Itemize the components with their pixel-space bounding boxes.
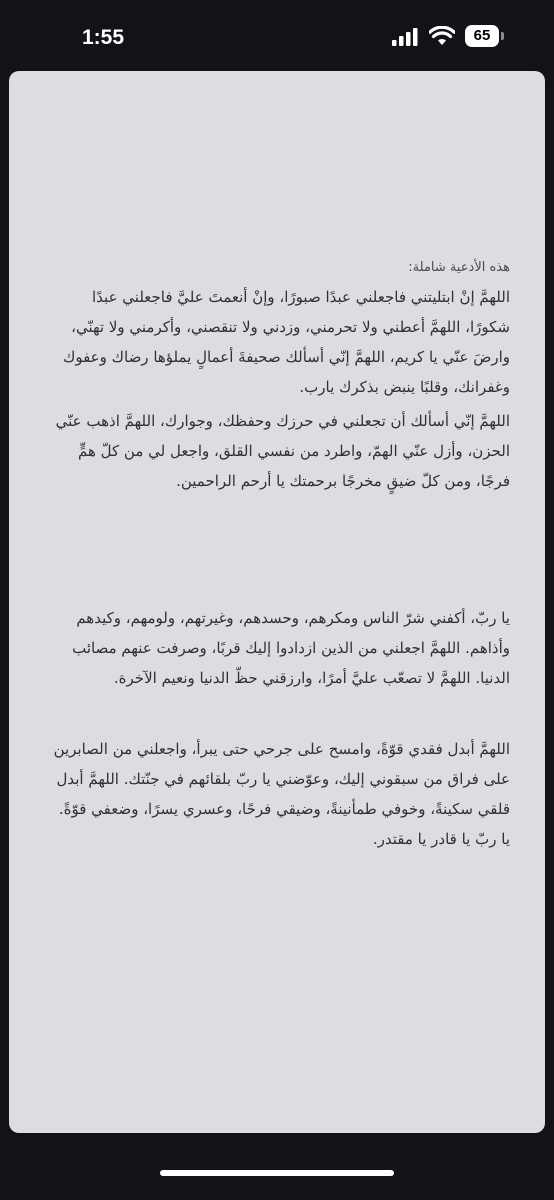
- battery-level: 65: [465, 25, 499, 47]
- prayer-paragraph-1: اللهمَّ إنْ ابتليتني فاجعلني عبدًا صبورًا، وإنْ أنعمتَ عليَّ فاجعلني عبدًا شكورًا، اللهمَّ أعطني ولا تحرمني، وزدني ولا تنقصني، وأكرمني ولا تهنّي، وارضَ عنّي يا كريم، اللهمَّ إنّي أسألك صحيفةَ أعمالٍ يملؤها رضاك وعفوك وغفرانك، وقلبًا ينبض بذكرك يارب.: [62, 288, 510, 396]
- document-card: [9, 71, 545, 1133]
- status-bar: [0, 0, 554, 72]
- prayer-paragraph-3: يا ربّ، أكفني شرّ الناس ومكرهم، وحسدهم، وغيرتهم، ولومهم، وكيدهم وأذاهم. اللهمَّ اجعلني من الذين ازدادوا إليك قربًا، وصرفت عنهم مصائب الدنيا. اللهمَّ لا تصعّب عليَّ أمرًا، وارزقني حظّ الدنيا ونعيم الآخرة.: [72, 609, 510, 687]
- prayer-paragraph-4: اللهمَّ أبدل فقدي قوّةً، وامسح على جرحي حتى يبرأ، واجعلني من الصابرين على فراق من سبقوني إليك، وعوّضني يا ربّ بلقائهم في جنّتك. اللهمَّ أبدل قلقي سكينةً، وخوفي طمأنينةً، وضيقي فرحًا، وعسري يسرًا، وضعفي قوّةً. يا ربّ يا قادر يا مقتدر.: [53, 740, 510, 848]
- battery-icon: [465, 25, 505, 47]
- wifi-icon: [429, 26, 455, 46]
- battery-cap: [501, 32, 504, 40]
- home-indicator[interactable]: [160, 1170, 394, 1176]
- signal-icon: [392, 28, 418, 46]
- document-heading: هذه الأدعية شاملة:: [408, 260, 510, 275]
- status-time: 1:55: [82, 26, 125, 49]
- prayer-paragraph-2: اللهمَّ إنّي أسألك أن تجعلني في حرزك وحفظك، وجوارك، اللهمَّ اذهب عنّي الحزن، وأزل عنّي الهمّ، واطرد من نفسي القلق، واجعل لي من كلّ همٍّ فرجًا، ومن كلّ ضيقٍ مخرجًا برحمتك يا أرحم الراحمين.: [55, 412, 510, 490]
